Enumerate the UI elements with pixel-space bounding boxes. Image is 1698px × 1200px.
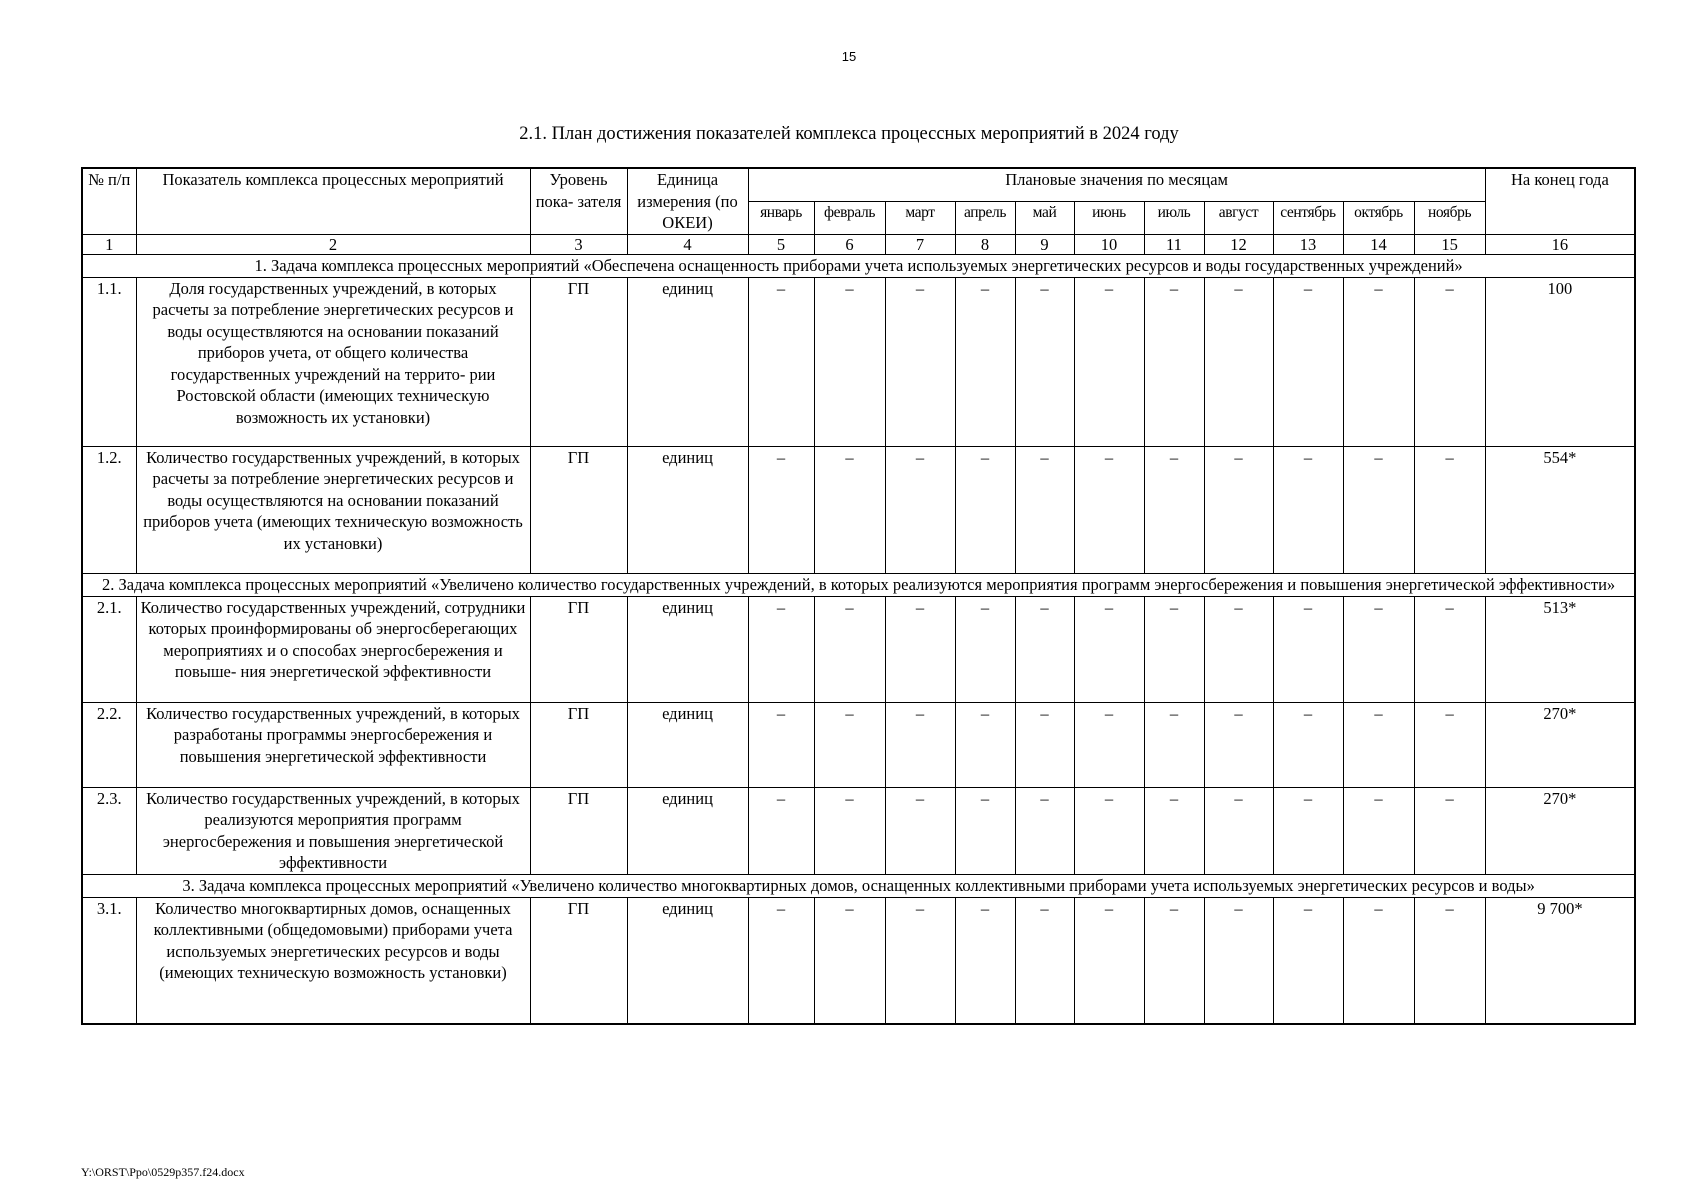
row-month-value: –	[1273, 446, 1343, 573]
task-title: 2. Задача комплекса процессных мероприятий «Увеличено количество государственных учреждений, в которых реализуются мероприятия программ энергосбережения и повышения энергетической эффективности»	[82, 573, 1635, 596]
row-month-value: –	[1273, 787, 1343, 874]
month-header: октябрь	[1343, 201, 1414, 234]
row-month-value: –	[814, 702, 885, 787]
row-month-value: –	[1204, 446, 1273, 573]
row-level: ГП	[530, 897, 627, 1024]
row-month-value: –	[1144, 702, 1204, 787]
header-unit: Единица измерения (по ОКЕИ)	[627, 168, 748, 234]
column-number: 8	[955, 234, 1015, 254]
month-header: февраль	[814, 201, 885, 234]
row-month-value: –	[1343, 446, 1414, 573]
row-month-value: –	[1414, 596, 1485, 702]
task-title: 3. Задача комплекса процессных мероприятий «Увеличено количество многоквартирных домов, оснащенных коллективными приборами учета используемых энергетических ресурсов и воды»	[82, 874, 1635, 897]
header-monthly: Плановые значения по месяцам	[748, 168, 1485, 201]
row-month-value: –	[1343, 277, 1414, 446]
indicators-plan-table	[81, 167, 1636, 1025]
row-indicator: Доля государственных учреждений, в которых расчеты за потребление энергетических ресурсов и воды осуществляются на основании показаний приборов учета, от общего количества государственных учреждений на террито- рии Ростовской области (имеющих техническую возможность их установки)	[136, 277, 530, 446]
row-month-value: –	[748, 787, 814, 874]
row-end-year: 270*	[1485, 787, 1635, 874]
row-end-year: 9 700*	[1485, 897, 1635, 1024]
table-row	[82, 446, 1635, 573]
column-number: 15	[1414, 234, 1485, 254]
row-month-value: –	[1015, 596, 1074, 702]
row-month-value: –	[955, 897, 1015, 1024]
row-num: 1.1.	[82, 277, 136, 446]
month-header: ноябрь	[1414, 201, 1485, 234]
file-path-footer: Y:\ORST\Ppo\0529p357.f24.docx	[81, 1165, 245, 1179]
row-month-value: –	[1144, 596, 1204, 702]
row-month-value: –	[1273, 277, 1343, 446]
row-month-value: –	[1204, 277, 1273, 446]
month-header: март	[885, 201, 955, 234]
row-month-value: –	[1414, 446, 1485, 573]
row-indicator: Количество многоквартирных домов, оснащенных коллективными (общедомовыми) приборами учета используемых энергетических ресурсов и воды (имеющих техническую возможность установки)	[136, 897, 530, 1024]
row-month-value: –	[748, 277, 814, 446]
row-month-value: –	[1144, 787, 1204, 874]
row-level: ГП	[530, 596, 627, 702]
column-number: 5	[748, 234, 814, 254]
column-number: 4	[627, 234, 748, 254]
month-header: август	[1204, 201, 1273, 234]
row-level: ГП	[530, 277, 627, 446]
row-month-value: –	[1414, 277, 1485, 446]
header-level: Уровень пока- зателя	[530, 168, 627, 234]
row-month-value: –	[1204, 596, 1273, 702]
task-row	[82, 573, 1635, 596]
row-month-value: –	[955, 596, 1015, 702]
row-month-value: –	[1273, 596, 1343, 702]
row-end-year: 270*	[1485, 702, 1635, 787]
column-numbers-row	[82, 234, 1635, 254]
table-row	[82, 897, 1635, 1024]
month-header: июнь	[1074, 201, 1144, 234]
row-month-value: –	[814, 787, 885, 874]
row-month-value: –	[885, 897, 955, 1024]
row-month-value: –	[1204, 702, 1273, 787]
row-month-value: –	[1015, 702, 1074, 787]
row-indicator: Количество государственных учреждений, сотрудники которых проинформированы об энергосберегающих мероприятиях и о способах энергосбережения и повыше- ния энергетической эффективности	[136, 596, 530, 702]
row-end-year: 554*	[1485, 446, 1635, 573]
row-end-year: 100	[1485, 277, 1635, 446]
column-number: 11	[1144, 234, 1204, 254]
row-num: 2.1.	[82, 596, 136, 702]
row-month-value: –	[1414, 897, 1485, 1024]
row-unit: единиц	[627, 787, 748, 874]
task-row	[82, 874, 1635, 897]
row-end-year: 513*	[1485, 596, 1635, 702]
row-month-value: –	[1015, 446, 1074, 573]
row-num: 2.2.	[82, 702, 136, 787]
row-month-value: –	[1204, 787, 1273, 874]
row-level: ГП	[530, 702, 627, 787]
row-month-value: –	[814, 446, 885, 573]
row-month-value: –	[1343, 596, 1414, 702]
table-row	[82, 596, 1635, 702]
row-month-value: –	[885, 446, 955, 573]
row-month-value: –	[1273, 897, 1343, 1024]
row-month-value: –	[955, 787, 1015, 874]
table-row	[82, 702, 1635, 787]
row-month-value: –	[1273, 702, 1343, 787]
row-num: 3.1.	[82, 897, 136, 1024]
task-row	[82, 254, 1635, 277]
row-month-value: –	[1015, 277, 1074, 446]
row-indicator: Количество государственных учреждений, в которых разработаны программы энергосбережения и повышения энергетической эффективности	[136, 702, 530, 787]
row-unit: единиц	[627, 596, 748, 702]
row-month-value: –	[748, 702, 814, 787]
row-indicator: Количество государственных учреждений, в которых реализуются мероприятия программ энергосбережения и повышения энергетической эффективности	[136, 787, 530, 874]
header-num: № п/п	[82, 168, 136, 234]
row-month-value: –	[1343, 787, 1414, 874]
row-month-value: –	[885, 277, 955, 446]
page-number: 15	[841, 49, 857, 64]
row-month-value: –	[1414, 702, 1485, 787]
table-row	[82, 787, 1635, 874]
row-month-value: –	[1074, 277, 1144, 446]
row-unit: единиц	[627, 446, 748, 573]
row-month-value: –	[885, 787, 955, 874]
row-month-value: –	[1074, 787, 1144, 874]
month-header: май	[1015, 201, 1074, 234]
column-number: 13	[1273, 234, 1343, 254]
row-month-value: –	[1074, 702, 1144, 787]
column-number: 9	[1015, 234, 1074, 254]
column-number: 3	[530, 234, 627, 254]
table-row	[82, 277, 1635, 446]
row-month-value: –	[1074, 446, 1144, 573]
row-level: ГП	[530, 446, 627, 573]
row-month-value: –	[955, 277, 1015, 446]
row-month-value: –	[955, 702, 1015, 787]
row-month-value: –	[1144, 446, 1204, 573]
row-month-value: –	[1074, 897, 1144, 1024]
row-month-value: –	[814, 277, 885, 446]
row-month-value: –	[1343, 702, 1414, 787]
column-number: 2	[136, 234, 530, 254]
row-unit: единиц	[627, 277, 748, 446]
row-month-value: –	[955, 446, 1015, 573]
row-month-value: –	[1074, 596, 1144, 702]
month-header: сентябрь	[1273, 201, 1343, 234]
row-unit: единиц	[627, 897, 748, 1024]
row-month-value: –	[748, 596, 814, 702]
header-indicator: Показатель комплекса процессных мероприятий	[136, 168, 530, 234]
month-header: июль	[1144, 201, 1204, 234]
row-month-value: –	[1144, 897, 1204, 1024]
row-month-value: –	[1015, 897, 1074, 1024]
row-level: ГП	[530, 787, 627, 874]
row-month-value: –	[748, 446, 814, 573]
column-number: 6	[814, 234, 885, 254]
row-month-value: –	[1144, 277, 1204, 446]
month-header: апрель	[955, 201, 1015, 234]
row-num: 2.3.	[82, 787, 136, 874]
column-number: 10	[1074, 234, 1144, 254]
row-indicator: Количество государственных учреждений, в которых расчеты за потребление энергетических ресурсов и воды осуществляются на основании показаний приборов учета (имеющих техническую возможность их установки)	[136, 446, 530, 573]
row-month-value: –	[748, 897, 814, 1024]
column-number: 7	[885, 234, 955, 254]
month-header: январь	[748, 201, 814, 234]
row-month-value: –	[885, 596, 955, 702]
header-row-1	[82, 168, 1635, 201]
row-month-value: –	[814, 596, 885, 702]
column-number: 16	[1485, 234, 1635, 254]
row-month-value: –	[1414, 787, 1485, 874]
row-unit: единиц	[627, 702, 748, 787]
row-num: 1.2.	[82, 446, 136, 573]
column-number: 12	[1204, 234, 1273, 254]
row-month-value: –	[1204, 897, 1273, 1024]
header-end-year: На конец года	[1485, 168, 1635, 234]
row-month-value: –	[1015, 787, 1074, 874]
row-month-value: –	[885, 702, 955, 787]
column-number: 14	[1343, 234, 1414, 254]
task-title: 1. Задача комплекса процессных мероприятий «Обеспечена оснащенность приборами учета используемых энергетических ресурсов и воды государственных учреждений»	[82, 254, 1635, 277]
column-number: 1	[82, 234, 136, 254]
row-month-value: –	[1343, 897, 1414, 1024]
document-title: 2.1. План достижения показателей комплекса процессных мероприятий в 2024 году	[519, 124, 1179, 144]
row-month-value: –	[814, 897, 885, 1024]
